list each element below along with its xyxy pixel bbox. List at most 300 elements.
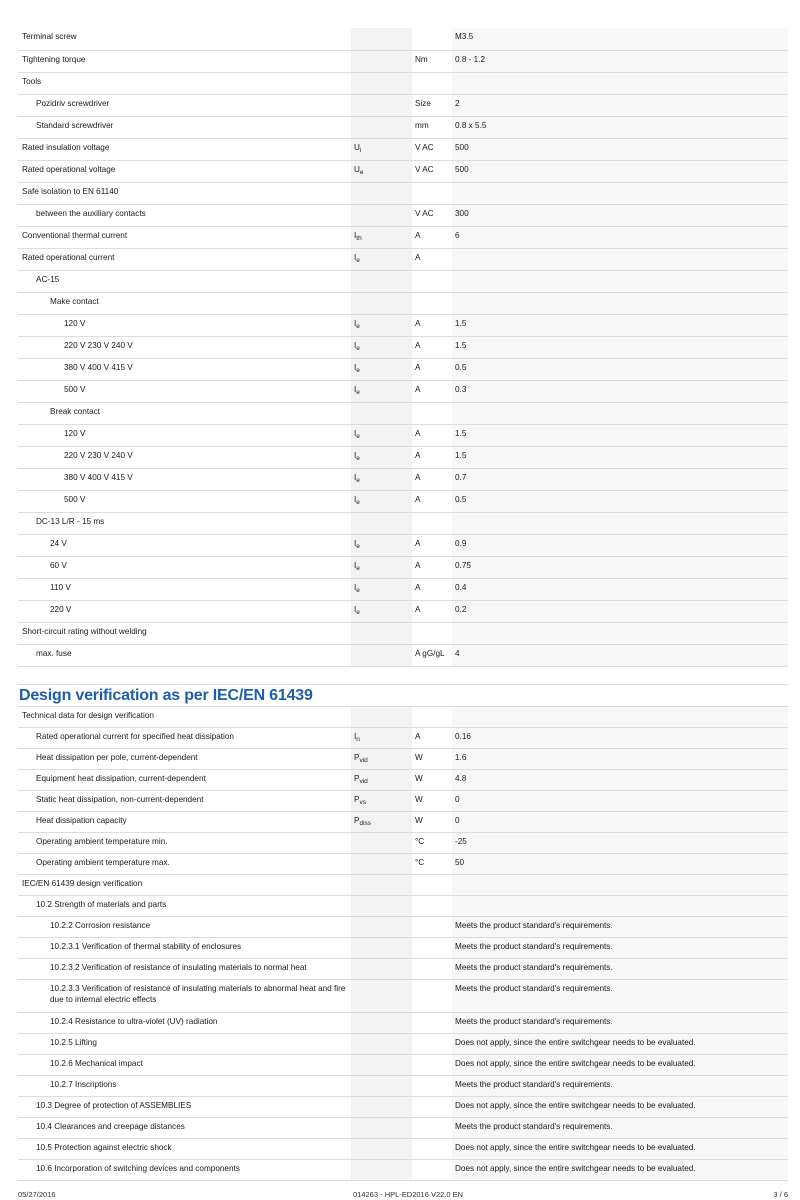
row-value: 0.5 xyxy=(452,490,788,512)
symbol-subscript: diss xyxy=(359,820,372,827)
row-symbol xyxy=(351,791,412,812)
row-label: Operating ambient temperature max. xyxy=(18,854,351,875)
table-row xyxy=(18,182,788,204)
row-value: 50 xyxy=(452,854,788,875)
table-row xyxy=(18,248,788,270)
row-label: Break contact xyxy=(18,402,351,424)
row-value: M3.5 xyxy=(452,28,788,50)
row-value: 0.16 xyxy=(452,728,788,749)
row-value: Does not apply, since the entire switchgear needs to be evaluated. xyxy=(452,1055,788,1076)
row-symbol xyxy=(351,402,412,424)
symbol-subscript: e xyxy=(356,564,360,572)
row-label: 10.6 Incorporation of switching devices and components xyxy=(18,1160,351,1181)
row-label: Standard screwdriver xyxy=(18,116,351,138)
symbol-letter: P xyxy=(354,774,360,783)
symbol-subscript: e xyxy=(356,476,360,484)
row-label: between the auxiliary contacts xyxy=(18,204,351,226)
row-value xyxy=(452,292,788,314)
symbol-subscript: vs xyxy=(359,799,366,806)
table-row xyxy=(18,138,788,160)
row-symbol xyxy=(351,182,412,204)
datasheet-page xyxy=(18,28,788,1181)
symbol-subscript: vid xyxy=(359,757,368,764)
table-row xyxy=(18,1160,788,1181)
row-symbol xyxy=(351,854,412,875)
row-symbol xyxy=(351,358,412,380)
table-row xyxy=(18,314,788,336)
symbol-letter: I xyxy=(354,604,357,614)
table-row xyxy=(18,728,788,749)
row-symbol xyxy=(351,1118,412,1139)
table-row xyxy=(18,600,788,622)
row-value: Does not apply, since the entire switchgear needs to be evaluated. xyxy=(452,1160,788,1181)
row-unit: A xyxy=(412,226,452,248)
table-row xyxy=(18,644,788,666)
row-unit xyxy=(412,28,452,50)
table-row xyxy=(18,556,788,578)
row-label: 500 V xyxy=(18,380,351,402)
row-label: 10.2 Strength of materials and parts xyxy=(18,896,351,917)
symbol-letter: P xyxy=(354,795,360,804)
row-symbol xyxy=(351,1139,412,1160)
row-value: 0 xyxy=(452,812,788,833)
row-label: 10.2.5 Lifting xyxy=(18,1034,351,1055)
row-label: Safe isolation to EN 61140 xyxy=(18,182,351,204)
symbol-subscript: th xyxy=(356,234,362,242)
row-label: IEC/EN 61439 design verification xyxy=(18,875,351,896)
row-value: Meets the product standard's requirements. xyxy=(452,1013,788,1034)
row-value xyxy=(452,182,788,204)
table-row xyxy=(18,749,788,770)
table-row xyxy=(18,160,788,182)
table-row xyxy=(18,336,788,358)
symbol-subscript: e xyxy=(356,366,360,374)
row-symbol xyxy=(351,1055,412,1076)
table-row xyxy=(18,490,788,512)
table-row xyxy=(18,896,788,917)
row-unit xyxy=(412,182,452,204)
row-symbol xyxy=(351,50,412,72)
row-label: Equipment heat dissipation, current-dependent xyxy=(18,770,351,791)
row-value: 1.5 xyxy=(452,424,788,446)
table-row xyxy=(18,226,788,248)
table-row xyxy=(18,854,788,875)
row-label: Rated insulation voltage xyxy=(18,138,351,160)
row-unit: A gG/gL xyxy=(412,644,452,666)
table-row xyxy=(18,94,788,116)
row-value: 0.75 xyxy=(452,556,788,578)
row-symbol xyxy=(351,833,412,854)
row-unit: A xyxy=(412,424,452,446)
symbol-letter: I xyxy=(354,428,357,438)
table-row xyxy=(18,270,788,292)
row-label: Operating ambient temperature min. xyxy=(18,833,351,854)
row-label: 24 V xyxy=(18,534,351,556)
row-unit: W xyxy=(412,791,452,812)
row-label: 500 V xyxy=(18,490,351,512)
row-label: 10.2.3.1 Verification of thermal stability of enclosures xyxy=(18,938,351,959)
row-label: Rated operational current xyxy=(18,248,351,270)
row-symbol xyxy=(351,138,412,160)
row-label: DC-13 L/R - 15 ms xyxy=(18,512,351,534)
row-unit: V AC xyxy=(412,204,452,226)
row-symbol xyxy=(351,226,412,248)
symbol-subscript: e xyxy=(356,388,360,396)
row-unit xyxy=(412,875,452,896)
symbol-subscript: e xyxy=(356,256,360,264)
row-value: 1.5 xyxy=(452,446,788,468)
table-row xyxy=(18,1076,788,1097)
table-row xyxy=(18,578,788,600)
row-label: 10.5 Protection against electric shock xyxy=(18,1139,351,1160)
table-row xyxy=(18,402,788,424)
row-value xyxy=(452,707,788,728)
row-symbol xyxy=(351,468,412,490)
symbol-subscript: e xyxy=(356,498,360,506)
row-value: -25 xyxy=(452,833,788,854)
row-value: 0.8 x 5.5 xyxy=(452,116,788,138)
table-row xyxy=(18,28,788,50)
symbol-subscript: vid xyxy=(359,778,368,785)
row-symbol xyxy=(351,875,412,896)
section-spacer xyxy=(18,667,788,685)
row-symbol xyxy=(351,622,412,644)
row-symbol xyxy=(351,380,412,402)
table-row xyxy=(18,770,788,791)
table-row xyxy=(18,1118,788,1139)
row-symbol xyxy=(351,917,412,938)
row-value: 0 xyxy=(452,791,788,812)
row-label: 120 V xyxy=(18,424,351,446)
row-label: 10.2.2 Corrosion resistance xyxy=(18,917,351,938)
row-symbol xyxy=(351,600,412,622)
row-label: 10.4 Clearances and creepage distances xyxy=(18,1118,351,1139)
row-unit: °C xyxy=(412,854,452,875)
row-symbol xyxy=(351,896,412,917)
row-symbol xyxy=(351,248,412,270)
row-value: Meets the product standard's requirements. xyxy=(452,980,788,1013)
row-label: Technical data for design verification xyxy=(18,707,351,728)
symbol-letter: I xyxy=(354,340,357,350)
footer-page-number: 3 / 6 xyxy=(773,1190,788,1199)
table-row xyxy=(18,468,788,490)
row-label: Rated operational voltage xyxy=(18,160,351,182)
row-label: 10.2.3.3 Verification of resistance of insulating materials to abnormal heat and fire due to internal electric effects xyxy=(18,980,351,1013)
row-unit: V AC xyxy=(412,138,452,160)
row-value: Meets the product standard's requirements. xyxy=(452,938,788,959)
row-value xyxy=(452,875,788,896)
design-verification-table xyxy=(18,707,788,1182)
row-value: 0.8 - 1.2 xyxy=(452,50,788,72)
row-value xyxy=(452,270,788,292)
row-value: 4.8 xyxy=(452,770,788,791)
row-symbol xyxy=(351,707,412,728)
row-label: AC-15 xyxy=(18,270,351,292)
row-unit: A xyxy=(412,600,452,622)
row-unit: W xyxy=(412,812,452,833)
row-label: Rated operational current for specified heat dissipation xyxy=(18,728,351,749)
row-unit xyxy=(412,1055,452,1076)
row-unit: A xyxy=(412,728,452,749)
symbol-letter: I xyxy=(354,384,357,394)
row-value: 0.5 xyxy=(452,358,788,380)
row-value: 0.2 xyxy=(452,600,788,622)
table-row xyxy=(18,959,788,980)
row-value: Does not apply, since the entire switchgear needs to be evaluated. xyxy=(452,1139,788,1160)
row-unit: A xyxy=(412,556,452,578)
table-row xyxy=(18,534,788,556)
table-row xyxy=(18,50,788,72)
row-label: Heat dissipation per pole, current-dependent xyxy=(18,749,351,770)
row-value xyxy=(452,402,788,424)
row-symbol xyxy=(351,749,412,770)
row-unit: Size xyxy=(412,94,452,116)
row-unit: °C xyxy=(412,833,452,854)
row-symbol xyxy=(351,644,412,666)
symbol-subscript: e xyxy=(356,586,360,594)
symbol-subscript: n xyxy=(356,736,360,743)
symbol-letter: I xyxy=(354,450,357,460)
row-unit: A xyxy=(412,336,452,358)
row-unit xyxy=(412,938,452,959)
table-row xyxy=(18,72,788,94)
row-value: Does not apply, since the entire switchgear needs to be evaluated. xyxy=(452,1097,788,1118)
table-row xyxy=(18,1034,788,1055)
symbol-subscript: e xyxy=(356,432,360,440)
row-value: Does not apply, since the entire switchgear needs to be evaluated. xyxy=(452,1034,788,1055)
row-label: 10.2.3.2 Verification of resistance of insulating materials to normal heat xyxy=(18,959,351,980)
table-row xyxy=(18,1139,788,1160)
row-symbol xyxy=(351,116,412,138)
row-label: max. fuse xyxy=(18,644,351,666)
symbol-subscript: e xyxy=(356,454,360,462)
table-row xyxy=(18,292,788,314)
row-unit xyxy=(412,1034,452,1055)
symbol-letter: I xyxy=(354,318,357,328)
table-row xyxy=(18,791,788,812)
row-unit xyxy=(412,707,452,728)
row-unit xyxy=(412,1139,452,1160)
row-label: Conventional thermal current xyxy=(18,226,351,248)
row-symbol xyxy=(351,728,412,749)
row-unit xyxy=(412,1097,452,1118)
row-value: 1.5 xyxy=(452,336,788,358)
row-symbol xyxy=(351,534,412,556)
table-row xyxy=(18,812,788,833)
row-symbol xyxy=(351,490,412,512)
row-symbol xyxy=(351,578,412,600)
footer-document-id: 014263 - HPL-ED2016 V22.0 EN xyxy=(353,1190,464,1199)
row-unit: V AC xyxy=(412,160,452,182)
row-value: 500 xyxy=(452,160,788,182)
row-unit xyxy=(412,896,452,917)
row-value: 1.5 xyxy=(452,314,788,336)
row-unit: A xyxy=(412,578,452,600)
row-value xyxy=(452,896,788,917)
row-label: 60 V xyxy=(18,556,351,578)
row-symbol xyxy=(351,204,412,226)
row-unit: W xyxy=(412,770,452,791)
row-label: 10.2.4 Resistance to ultra-violet (UV) radiation xyxy=(18,1013,351,1034)
row-unit xyxy=(412,1076,452,1097)
row-label: Terminal screw xyxy=(18,28,351,50)
row-symbol xyxy=(351,292,412,314)
symbol-subscript: e xyxy=(359,168,364,176)
row-value: 0.9 xyxy=(452,534,788,556)
row-unit: A xyxy=(412,468,452,490)
row-unit: Nm xyxy=(412,50,452,72)
row-label: Pozidriv screwdriver xyxy=(18,94,351,116)
symbol-letter: I xyxy=(354,560,357,570)
row-symbol xyxy=(351,1097,412,1118)
symbol-letter: U xyxy=(354,142,360,152)
footer-date: 05/27/2016 xyxy=(18,1190,56,1199)
table-row xyxy=(18,424,788,446)
row-label: Heat dissipation capacity xyxy=(18,812,351,833)
row-label: Short-circuit rating without welding xyxy=(18,622,351,644)
section-title: Design verification as per IEC/EN 61439 xyxy=(18,685,788,707)
row-value: 6 xyxy=(452,226,788,248)
row-unit xyxy=(412,917,452,938)
row-symbol xyxy=(351,512,412,534)
row-symbol xyxy=(351,94,412,116)
row-value xyxy=(452,248,788,270)
symbol-letter: I xyxy=(354,582,357,592)
symbol-letter: I xyxy=(354,472,357,482)
row-symbol xyxy=(351,938,412,959)
symbol-letter: I xyxy=(354,362,357,372)
table-row xyxy=(18,358,788,380)
row-symbol xyxy=(351,770,412,791)
symbol-letter: I xyxy=(354,230,357,240)
symbol-subscript: e xyxy=(356,344,360,352)
table-row xyxy=(18,380,788,402)
row-value xyxy=(452,512,788,534)
symbol-letter: P xyxy=(354,753,360,762)
row-label: 380 V 400 V 415 V xyxy=(18,358,351,380)
table-row xyxy=(18,512,788,534)
row-unit xyxy=(412,1160,452,1181)
row-label: 220 V xyxy=(18,600,351,622)
row-value: 300 xyxy=(452,204,788,226)
row-label: 10.2.7 Inscriptions xyxy=(18,1076,351,1097)
row-unit: A xyxy=(412,358,452,380)
row-unit xyxy=(412,1013,452,1034)
row-value: 2 xyxy=(452,94,788,116)
symbol-subscript: e xyxy=(356,542,360,550)
symbol-subscript: e xyxy=(356,608,360,616)
row-label: 120 V xyxy=(18,314,351,336)
row-unit: A xyxy=(412,314,452,336)
row-value xyxy=(452,72,788,94)
symbol-subscript: i xyxy=(359,146,362,154)
symbol-letter: I xyxy=(354,732,357,741)
row-symbol xyxy=(351,424,412,446)
row-unit xyxy=(412,402,452,424)
table-row xyxy=(18,446,788,468)
row-unit xyxy=(412,292,452,314)
row-label: 10.2.6 Mechanical impact xyxy=(18,1055,351,1076)
row-value: 0.7 xyxy=(452,468,788,490)
row-value: Meets the product standard's requirements. xyxy=(452,1076,788,1097)
row-label: Static heat dissipation, non-current-dependent xyxy=(18,791,351,812)
table-row xyxy=(18,833,788,854)
table-row xyxy=(18,116,788,138)
row-label: Tools xyxy=(18,72,351,94)
table-row xyxy=(18,1097,788,1118)
table-row xyxy=(18,1055,788,1076)
table-row xyxy=(18,875,788,896)
row-label: 220 V 230 V 240 V xyxy=(18,336,351,358)
row-symbol xyxy=(351,160,412,182)
row-value: 0.4 xyxy=(452,578,788,600)
row-symbol xyxy=(351,556,412,578)
symbol-letter: I xyxy=(354,494,357,504)
row-symbol xyxy=(351,959,412,980)
row-unit xyxy=(412,959,452,980)
table-row xyxy=(18,980,788,1013)
row-symbol xyxy=(351,336,412,358)
row-unit: A xyxy=(412,490,452,512)
row-symbol xyxy=(351,1034,412,1055)
row-symbol xyxy=(351,446,412,468)
row-value: 1.6 xyxy=(452,749,788,770)
table-row xyxy=(18,1013,788,1034)
row-value: Meets the product standard's requirements. xyxy=(452,959,788,980)
table-row xyxy=(18,938,788,959)
row-symbol xyxy=(351,270,412,292)
row-label: 110 V xyxy=(18,578,351,600)
row-unit: W xyxy=(412,749,452,770)
row-symbol xyxy=(351,314,412,336)
symbol-letter: U xyxy=(354,164,360,174)
row-symbol xyxy=(351,1076,412,1097)
row-unit: A xyxy=(412,248,452,270)
row-label: 380 V 400 V 415 V xyxy=(18,468,351,490)
table-row xyxy=(18,707,788,728)
row-unit xyxy=(412,72,452,94)
table-row xyxy=(18,622,788,644)
row-label: 220 V 230 V 240 V xyxy=(18,446,351,468)
row-symbol xyxy=(351,72,412,94)
row-unit xyxy=(412,980,452,1013)
symbol-subscript: e xyxy=(356,322,360,330)
row-value xyxy=(452,622,788,644)
row-unit xyxy=(412,270,452,292)
row-label: Make contact xyxy=(18,292,351,314)
row-unit: mm xyxy=(412,116,452,138)
row-value: 500 xyxy=(452,138,788,160)
symbol-letter: I xyxy=(354,252,357,262)
table-row xyxy=(18,917,788,938)
row-unit xyxy=(412,1118,452,1139)
symbol-letter: P xyxy=(354,816,360,825)
row-symbol xyxy=(351,812,412,833)
row-unit xyxy=(412,512,452,534)
technical-data-table xyxy=(18,28,788,667)
row-value: 4 xyxy=(452,644,788,666)
row-unit: A xyxy=(412,534,452,556)
row-value: 0.3 xyxy=(452,380,788,402)
row-symbol xyxy=(351,980,412,1013)
symbol-letter: I xyxy=(354,538,357,548)
row-value: Meets the product standard's requirements. xyxy=(452,1118,788,1139)
row-unit xyxy=(412,622,452,644)
row-symbol xyxy=(351,1160,412,1181)
row-value: Meets the product standard's requirements. xyxy=(452,917,788,938)
row-symbol xyxy=(351,28,412,50)
table-row xyxy=(18,204,788,226)
